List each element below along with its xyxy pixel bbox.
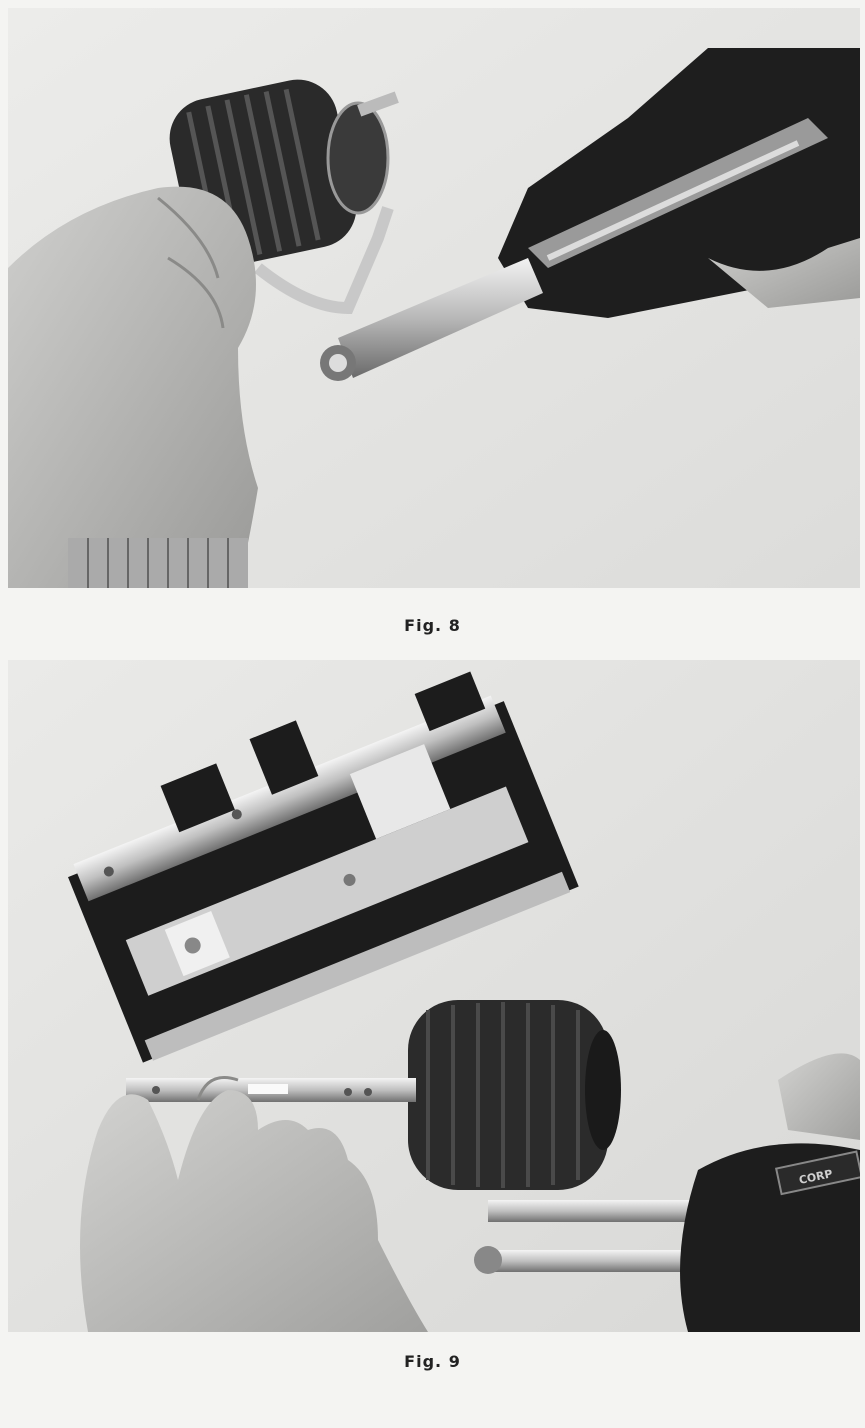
strike-plate: [126, 1078, 416, 1102]
figure-8-photo: [8, 8, 860, 588]
figure-8-caption: Fig. 8: [404, 616, 461, 635]
figure-8-illustration: [8, 8, 860, 588]
figure-9-caption: Fig. 9: [404, 1352, 461, 1371]
tool-label-text: CORP: [797, 1167, 834, 1187]
left-hand: [8, 187, 258, 588]
figure-9-photo: [8, 660, 860, 1332]
coil-drum-2: [408, 1000, 621, 1190]
figure-9-illustration: [8, 660, 860, 1332]
